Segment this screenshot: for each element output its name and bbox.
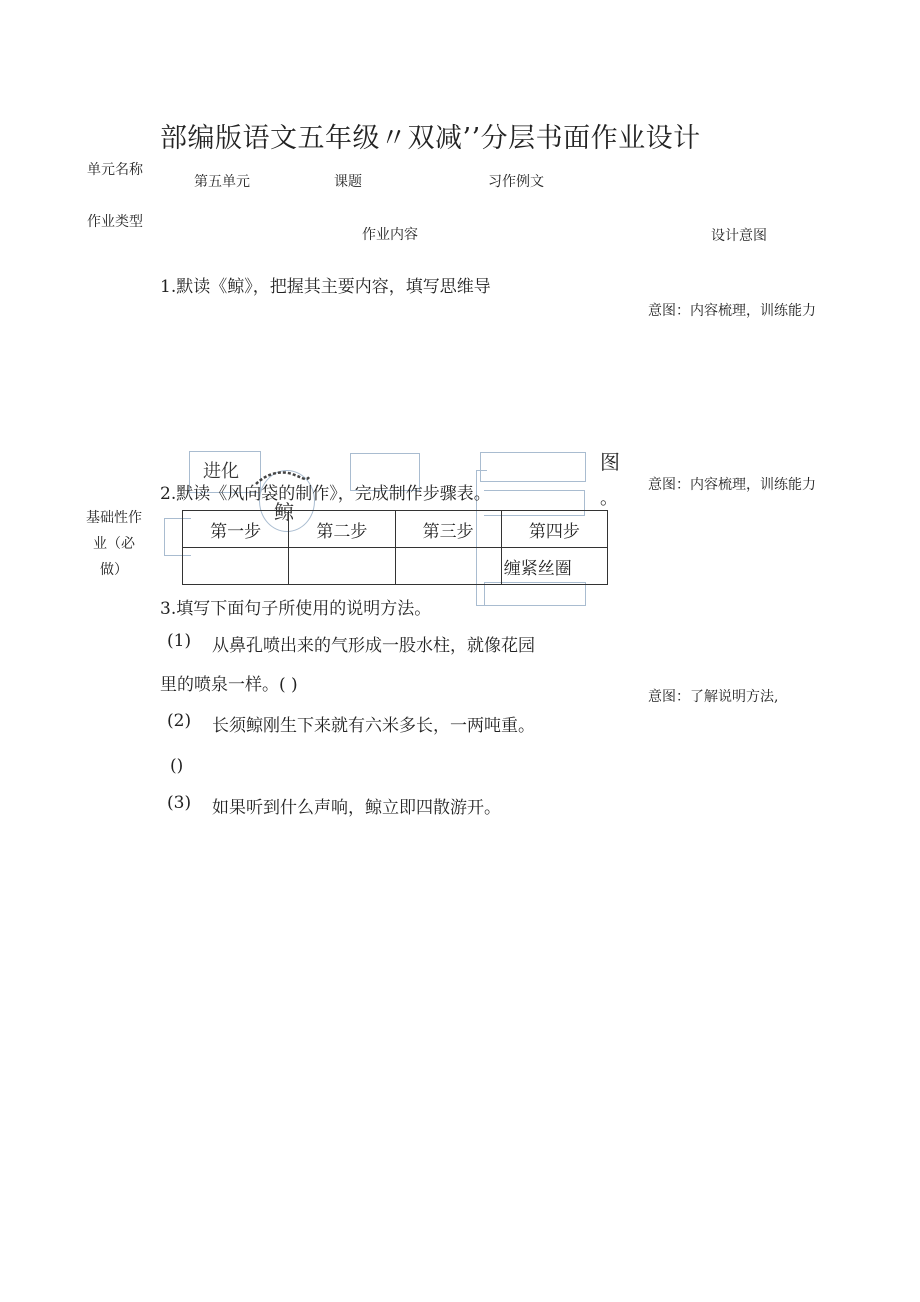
q3-item1-line1: 从鼻孔喷出来的气形成一股水柱，就像花园 bbox=[212, 636, 535, 656]
step-header: 第四步 bbox=[501, 511, 607, 548]
steps-table bbox=[182, 510, 608, 585]
unit-name-label: 单元名称 bbox=[87, 162, 143, 178]
content-label: 作业内容 bbox=[362, 227, 418, 243]
q3-item3-num: (3) bbox=[167, 793, 192, 813]
page-title: 部编版语文五年级〃双减’’分层书面作业设计 bbox=[160, 123, 701, 154]
q1-text: 1.默读《鲸》，把握其主要内容，填写思维导 bbox=[160, 277, 491, 297]
step-cell[interactable] bbox=[395, 548, 501, 585]
q3-item2-text: 长须鲸刚生下来就有六米多长，一两吨重。 bbox=[212, 716, 535, 736]
mindmap-node-evolution: 进化 bbox=[203, 461, 239, 482]
step-cell[interactable] bbox=[289, 548, 395, 585]
q3-item1-line2: 里的喷泉一样。( ) bbox=[160, 675, 298, 695]
q3-item2-blank[interactable]: () bbox=[170, 756, 184, 776]
mindmap-node-box-5 bbox=[484, 582, 586, 606]
q3-intent: 意图：了解说明方法, bbox=[648, 689, 779, 705]
q3-text: 3.填写下面句子所使用的说明方法。 bbox=[160, 599, 432, 619]
q3-item1-num: (1) bbox=[167, 631, 192, 651]
intent-label: 设计意图 bbox=[711, 228, 767, 244]
step-header: 第二步 bbox=[289, 511, 395, 548]
q3-item2-num: (2) bbox=[167, 711, 192, 731]
q2-intent: 意图：内容梳理，训练能力 bbox=[648, 477, 816, 493]
step-header: 第一步 bbox=[183, 511, 289, 548]
lesson-label: 课题 bbox=[334, 174, 362, 190]
lesson-value: 习作例文 bbox=[488, 174, 544, 190]
step-cell[interactable] bbox=[183, 548, 289, 585]
q1-trail-punct: 。 bbox=[600, 488, 618, 509]
q1-trail-char: 图 bbox=[600, 450, 620, 474]
unit-value: 第五单元 bbox=[194, 174, 250, 190]
homework-type-label: 作业类型 bbox=[87, 214, 143, 230]
q2-text: 2.默读《风向袋的制作》，完成制作步骤表。 bbox=[160, 484, 491, 504]
section-label: 基础性作业（必做） bbox=[86, 510, 142, 578]
q3-item3-text: 如果听到什么声响，鲸立即四散游开。 bbox=[212, 798, 501, 818]
step-header: 第三步 bbox=[395, 511, 501, 548]
q1-intent: 意图：内容梳理，训练能力 bbox=[648, 303, 816, 319]
table-row bbox=[183, 548, 608, 585]
mindmap-node-box-3 bbox=[480, 452, 586, 482]
step-cell[interactable]: 缠紧丝圈 bbox=[501, 548, 607, 585]
mindmap-node-whale: 鲸 bbox=[274, 500, 294, 524]
table-row bbox=[183, 511, 608, 548]
